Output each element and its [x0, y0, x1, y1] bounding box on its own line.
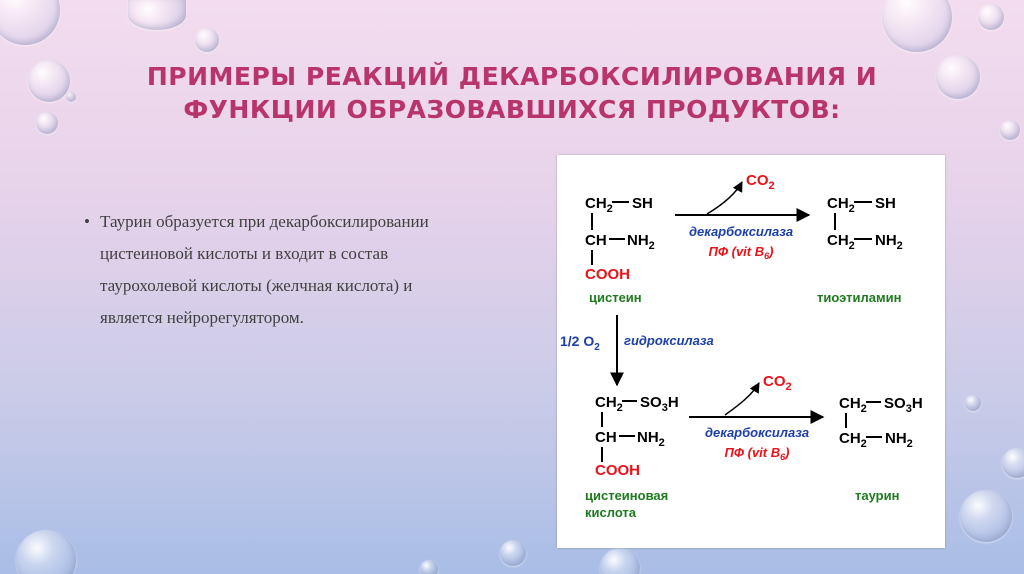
bubble-decoration: [600, 548, 640, 574]
oxidation-reagent: 1/2 $O_2$: [560, 333, 600, 353]
bubble-decoration: [936, 55, 980, 99]
cysteic-acid-structure: [595, 394, 679, 479]
bubble-decoration: [882, 0, 952, 52]
cysteic-acid-nh2-label: $NH_2$: [637, 429, 665, 449]
bullet-line: таурохолевой кислоты (желчная кислота) и: [100, 276, 413, 295]
taurine-so3h-label: $SO_3H$: [884, 395, 923, 415]
bubble-decoration: [195, 28, 219, 52]
taurine-nh2-label: $NH_2$: [885, 430, 913, 450]
bubble-decoration: [420, 560, 438, 574]
reaction-scheme-figure: [557, 155, 945, 548]
cysteic-acid-ch-label: CH: [595, 429, 617, 446]
cysteine-name: цистеин: [589, 290, 642, 305]
bubble-decoration: [128, 0, 186, 30]
cysteine-sh-label: SH: [632, 195, 653, 212]
cysteic-acid-cooh-label: COOH: [595, 462, 640, 479]
bubble-decoration: [28, 60, 70, 102]
reaction-2: [689, 373, 823, 462]
cysteine-structure: [585, 195, 655, 283]
reaction-2-cofactor: ПФ (vit $B_6$): [724, 445, 790, 462]
slide-title-line-1: ПРИМЕРЫ РЕАКЦИЙ ДЕКАРБОКСИЛИРОВАНИЯ И: [146, 62, 878, 91]
taurine-name: таурин: [855, 488, 900, 503]
cysteic-acid-ch2-label: $CH_2$: [595, 394, 623, 414]
bullet-line: Таурин образуется при декарбоксилировании: [100, 212, 429, 231]
cysteic-acid-name-line-2: кислота: [585, 505, 637, 520]
bullet-item: [84, 206, 534, 334]
bullet-marker: •: [84, 212, 90, 231]
thioethylamine-sh-label: SH: [875, 195, 896, 212]
slide-title: [100, 60, 924, 126]
reaction-1-cofactor: ПФ (vit $B_6$): [708, 244, 774, 261]
bubble-decoration: [16, 530, 76, 574]
thioethylamine-name: тиоэтиламин: [817, 290, 902, 305]
taurine-ch2b-label: $CH_2$: [839, 430, 867, 450]
co2-release-arrow: [725, 383, 759, 415]
cysteine-ch2-label: $CH_2$: [585, 195, 613, 215]
cysteic-acid-name-line-1: цистеиновая: [585, 488, 669, 503]
cysteine-cooh-label: COOH: [585, 266, 630, 283]
bubble-decoration: [1000, 120, 1020, 140]
bubble-decoration: [36, 112, 58, 134]
taurine-structure: [839, 395, 923, 450]
oxidation-step: [560, 315, 714, 385]
oxidation-enzyme: гидроксилаза: [624, 333, 714, 348]
taurine-ch2-label: $CH_2$: [839, 395, 867, 415]
reaction-1: [675, 172, 809, 261]
bubble-decoration: [1002, 448, 1024, 478]
thioethylamine-ch2b-label: $CH_2$: [827, 232, 855, 252]
bubble-decoration: [978, 4, 1004, 30]
reaction-scheme-svg: [557, 155, 945, 548]
thioethylamine-ch2-label: $CH_2$: [827, 195, 855, 215]
bubble-decoration: [0, 0, 60, 45]
reaction-2-co2-label: $CO_2$: [763, 373, 792, 393]
bullet-list: [84, 206, 534, 334]
bubble-decoration: [500, 540, 526, 566]
bullet-line: цистеиновой кислоты и входит в состав: [100, 244, 389, 263]
bubble-decoration: [960, 490, 1012, 542]
reaction-1-co2-label: $CO_2$: [746, 172, 775, 192]
bullet-text: [100, 206, 429, 334]
co2-release-arrow: [707, 182, 742, 214]
cysteine-ch-label: CH: [585, 232, 607, 249]
bubble-decoration: [66, 92, 76, 102]
reaction-2-enzyme: декарбоксилаза: [704, 425, 810, 440]
reaction-1-enzyme: декарбоксилаза: [688, 224, 794, 239]
cysteic-acid-so3h-label: $SO_3H$: [640, 394, 679, 414]
thioethylamine-nh2-label: $NH_2$: [875, 232, 903, 252]
slide-title-line-2: ФУНКЦИИ ОБРАЗОВАВШИХСЯ ПРОДУКТОВ:: [183, 95, 841, 124]
bullet-line: является нейрорегулятором.: [100, 308, 304, 327]
thioethylamine-structure: [827, 195, 903, 252]
bubble-decoration: [965, 395, 981, 411]
cysteine-nh2-label: $NH_2$: [627, 232, 655, 252]
